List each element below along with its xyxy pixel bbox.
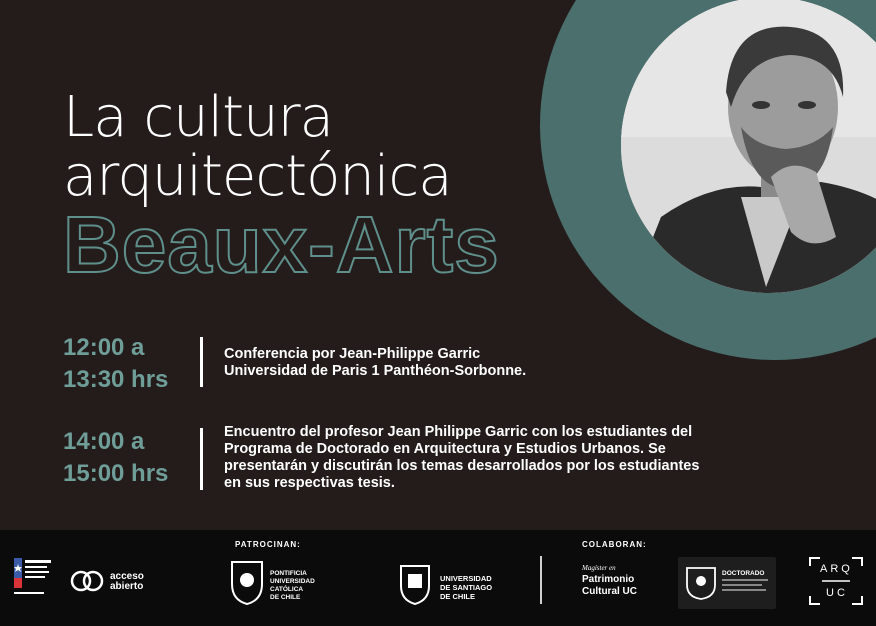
- schedule-1-time: [63, 332, 168, 396]
- schedule-2-line-3: presentarán y discutirán los temas desarrollados por los estudiantes: [224, 458, 700, 474]
- schedule-2-line-4: en sus respectivas tesis.: [224, 475, 395, 491]
- schedule-2-time-start: 14:00 a: [63, 428, 145, 455]
- acceso-text: acceso: [110, 571, 144, 582]
- patrocinan-label: PATROCINAN:: [235, 540, 301, 549]
- magister-line-1: Magíster en: [582, 564, 616, 572]
- title-line-2: arquitectónica: [63, 144, 452, 209]
- uc-text: UC: [826, 587, 848, 599]
- doctorado-subtext-2: [722, 584, 762, 586]
- usach-line-2: DE SANTIAGO: [440, 583, 493, 592]
- usach-line-1: UNIVERSIDAD: [440, 574, 492, 583]
- puc-shield-icon: [230, 558, 264, 606]
- arq-uc-logo: [808, 556, 864, 606]
- schedule-1-time-end: 13:30 hrs: [63, 366, 169, 393]
- magister-line-3: Cultural UC: [582, 586, 637, 597]
- schedule-1-line-1: Conferencia por Jean-Philippe Garric: [224, 346, 481, 362]
- schedule-2-divider: [200, 428, 203, 490]
- puc-line-2: UNIVERSIDAD: [270, 578, 315, 585]
- puc-line-3: CATÓLICA: [270, 586, 304, 593]
- puc-line-4: DE CHILE: [270, 594, 301, 601]
- magister-line-2: Patrimonio: [582, 574, 635, 585]
- sponsors-footer: [0, 530, 876, 626]
- doctorado-subtext-3: [722, 589, 766, 591]
- footer-divider: [540, 556, 542, 604]
- schedule-1-divider: [200, 337, 203, 387]
- doctorado-subtext: [722, 579, 768, 581]
- acceso-abierto-icon: [70, 565, 104, 597]
- doctorado-shield-icon: [684, 565, 718, 601]
- arq-text: ARQ: [820, 563, 853, 575]
- doctorado-logo: [678, 557, 776, 609]
- doctorado-text: DOCTORADO: [722, 570, 765, 577]
- abierto-text: abierto: [110, 581, 144, 592]
- puc-line-1: PONTIFICIA: [270, 570, 307, 577]
- magister-patrimonio-logo: [582, 562, 637, 598]
- schedule-1-description: [224, 346, 526, 380]
- schedule-2-description: [224, 424, 699, 492]
- colaboran-label: COLABORAN:: [582, 540, 647, 549]
- schedule-1-time-start: 12:00 a: [63, 334, 145, 361]
- schedule-2-time: [63, 426, 168, 490]
- schedule-2-time-end: 15:00 hrs: [63, 460, 169, 487]
- usach-logo-text: [440, 574, 492, 601]
- usach-shield-icon: [398, 560, 432, 606]
- usach-line-3: DE CHILE: [440, 592, 476, 601]
- government-ministry-logo: [14, 558, 62, 604]
- schedule-2-line-1: Encuentro del profesor Jean Philippe Garric con los estudiantes del: [224, 424, 693, 440]
- puc-logo-text: [270, 570, 315, 602]
- title-line-3: Beaux-Arts: [63, 200, 500, 289]
- schedule-1-line-2: Universidad de Paris 1 Panthéon-Sorbonne.: [224, 363, 527, 379]
- title-line-1: La cultura: [63, 85, 333, 150]
- acceso-abierto-logo: [110, 572, 144, 592]
- schedule-2-line-2: Programa de Doctorado en Arquitectura y Estudios Urbanos. Se: [224, 441, 666, 457]
